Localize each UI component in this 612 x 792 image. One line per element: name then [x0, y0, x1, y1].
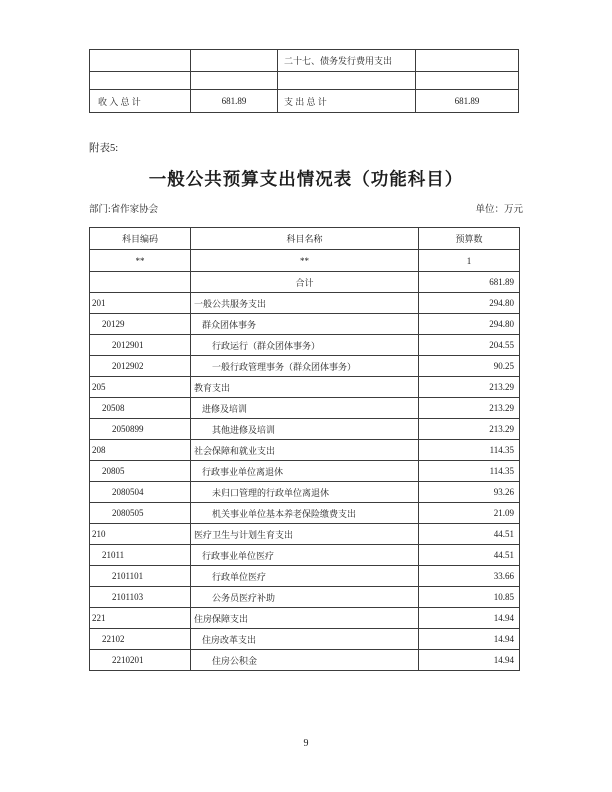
subject-name-cell: 住房保障支出: [191, 608, 419, 629]
page-title: 一般公共预算支出情况表（功能科目）: [148, 169, 464, 189]
budget-amount-cell: 90.25: [419, 356, 520, 377]
table-row: [90, 272, 520, 293]
subject-code-cell: [90, 272, 191, 293]
budget-amount-cell: 681.89: [419, 272, 520, 293]
budget-amount-cell: 44.51: [419, 524, 520, 545]
table-row: [90, 566, 520, 587]
budget-amount-cell: 44.51: [419, 545, 520, 566]
table-row: [90, 419, 520, 440]
summary-row: [90, 50, 519, 72]
table-row: [90, 545, 520, 566]
table-row: [90, 608, 520, 629]
subject-code-cell: 208: [90, 440, 191, 461]
subject-name-cell: 行政事业单位医疗: [191, 545, 419, 566]
subject-code-cell: 2101101: [90, 566, 191, 587]
summary-cell: [278, 72, 416, 90]
subject-name-cell: 其他进修及培训: [191, 419, 419, 440]
attachment-label: 附表5:: [89, 143, 119, 154]
budget-amount-cell: 21.09: [419, 503, 520, 524]
summary-cell: 支 出 总 计: [278, 90, 416, 113]
summary-cell: 681.89: [416, 90, 519, 113]
subject-code-cell: 21011: [90, 545, 191, 566]
table-row: [90, 398, 520, 419]
summary-cell: 收 入 总 计: [90, 90, 191, 113]
budget-amount-cell: 294.80: [419, 314, 520, 335]
department-label: 部门:省作家协会: [89, 205, 159, 215]
subject-code-cell: 2012902: [90, 356, 191, 377]
budget-amount-cell: 294.80: [419, 293, 520, 314]
subject-code-cell: 2080504: [90, 482, 191, 503]
summary-cell: [90, 72, 191, 90]
subject-code-cell: 22102: [90, 629, 191, 650]
table-row: [90, 293, 520, 314]
subject-code-cell: 2080505: [90, 503, 191, 524]
budget-amount-cell: 213.29: [419, 377, 520, 398]
table-row: [90, 377, 520, 398]
header-subject-name: 科目名称: [191, 228, 419, 250]
subheader-code: **: [90, 250, 191, 272]
summary-cell: [416, 50, 519, 72]
subject-name-cell: 住房公积金: [191, 650, 419, 671]
table-row: [90, 335, 520, 356]
budget-amount-cell: 33.66: [419, 566, 520, 587]
subject-name-cell: 行政事业单位离退休: [191, 461, 419, 482]
page-number: 9: [303, 738, 309, 749]
header-subject-code: 科目编码: [90, 228, 191, 250]
table-row: [90, 314, 520, 335]
subject-code-cell: 2210201: [90, 650, 191, 671]
subject-code-cell: 2012901: [90, 335, 191, 356]
subheader-name: **: [191, 250, 419, 272]
subject-name-cell: 一般公共服务支出: [191, 293, 419, 314]
subject-code-cell: 2101103: [90, 587, 191, 608]
budget-summary-table: [89, 49, 519, 113]
subject-name-cell: 公务员医疗补助: [191, 587, 419, 608]
summary-cell: [416, 72, 519, 90]
subject-name-cell: 机关事业单位基本养老保险缴费支出: [191, 503, 419, 524]
subject-name-cell: 医疗卫生与计划生育支出: [191, 524, 419, 545]
table-row: [90, 587, 520, 608]
subject-name-cell: 行政单位医疗: [191, 566, 419, 587]
subject-code-cell: 20805: [90, 461, 191, 482]
table-row: [90, 524, 520, 545]
budget-amount-cell: 14.94: [419, 608, 520, 629]
budget-amount-cell: 204.55: [419, 335, 520, 356]
table-row: [90, 629, 520, 650]
subject-name-cell: 群众团体事务: [191, 314, 419, 335]
summary-cell: [90, 50, 191, 72]
budget-amount-cell: 14.94: [419, 650, 520, 671]
summary-cell: [191, 72, 278, 90]
subject-code-cell: 201: [90, 293, 191, 314]
subject-code-cell: 20129: [90, 314, 191, 335]
subject-name-cell: 教育支出: [191, 377, 419, 398]
table-row: [90, 503, 520, 524]
subject-code-cell: 221: [90, 608, 191, 629]
subject-name-cell: 未归口管理的行政单位离退休: [191, 482, 419, 503]
table-row: [90, 440, 520, 461]
summary-cell: 二十七、债务发行费用支出: [278, 50, 416, 72]
budget-amount-cell: 93.26: [419, 482, 520, 503]
subheader-amount: 1: [419, 250, 520, 272]
budget-amount-cell: 213.29: [419, 419, 520, 440]
budget-amount-cell: 213.29: [419, 398, 520, 419]
subject-name-cell: 一般行政管理事务（群众团体事务）: [191, 356, 419, 377]
budget-amount-cell: 14.94: [419, 629, 520, 650]
expenditure-table-body: [90, 228, 520, 671]
header-budget-amount: 预算数: [419, 228, 520, 250]
subject-code-cell: 20508: [90, 398, 191, 419]
budget-amount-cell: 10.85: [419, 587, 520, 608]
subject-code-cell: 205: [90, 377, 191, 398]
subject-code-cell: 210: [90, 524, 191, 545]
unit-label: 单位：万元: [475, 205, 523, 215]
subject-name-cell: 进修及培训: [191, 398, 419, 419]
subject-name-cell: 住房改革支出: [191, 629, 419, 650]
subject-name-cell: 行政运行（群众团体事务）: [191, 335, 419, 356]
budget-amount-cell: 114.35: [419, 440, 520, 461]
subject-name-cell: 社会保障和就业支出: [191, 440, 419, 461]
table-row: [90, 356, 520, 377]
summary-table-body: [90, 50, 519, 113]
table-row: [90, 650, 520, 671]
expenditure-table: [89, 227, 520, 671]
budget-amount-cell: 114.35: [419, 461, 520, 482]
table-header-row: [90, 228, 520, 250]
table-subheader-row: [90, 250, 520, 272]
summary-row: [90, 90, 519, 113]
table-row: [90, 461, 520, 482]
table-row: [90, 482, 520, 503]
summary-row: [90, 72, 519, 90]
subject-code-cell: 2050899: [90, 419, 191, 440]
subject-name-cell: 合计: [191, 272, 419, 293]
table-meta-row: [89, 201, 523, 215]
summary-cell: 681.89: [191, 90, 278, 113]
summary-cell: [191, 50, 278, 72]
